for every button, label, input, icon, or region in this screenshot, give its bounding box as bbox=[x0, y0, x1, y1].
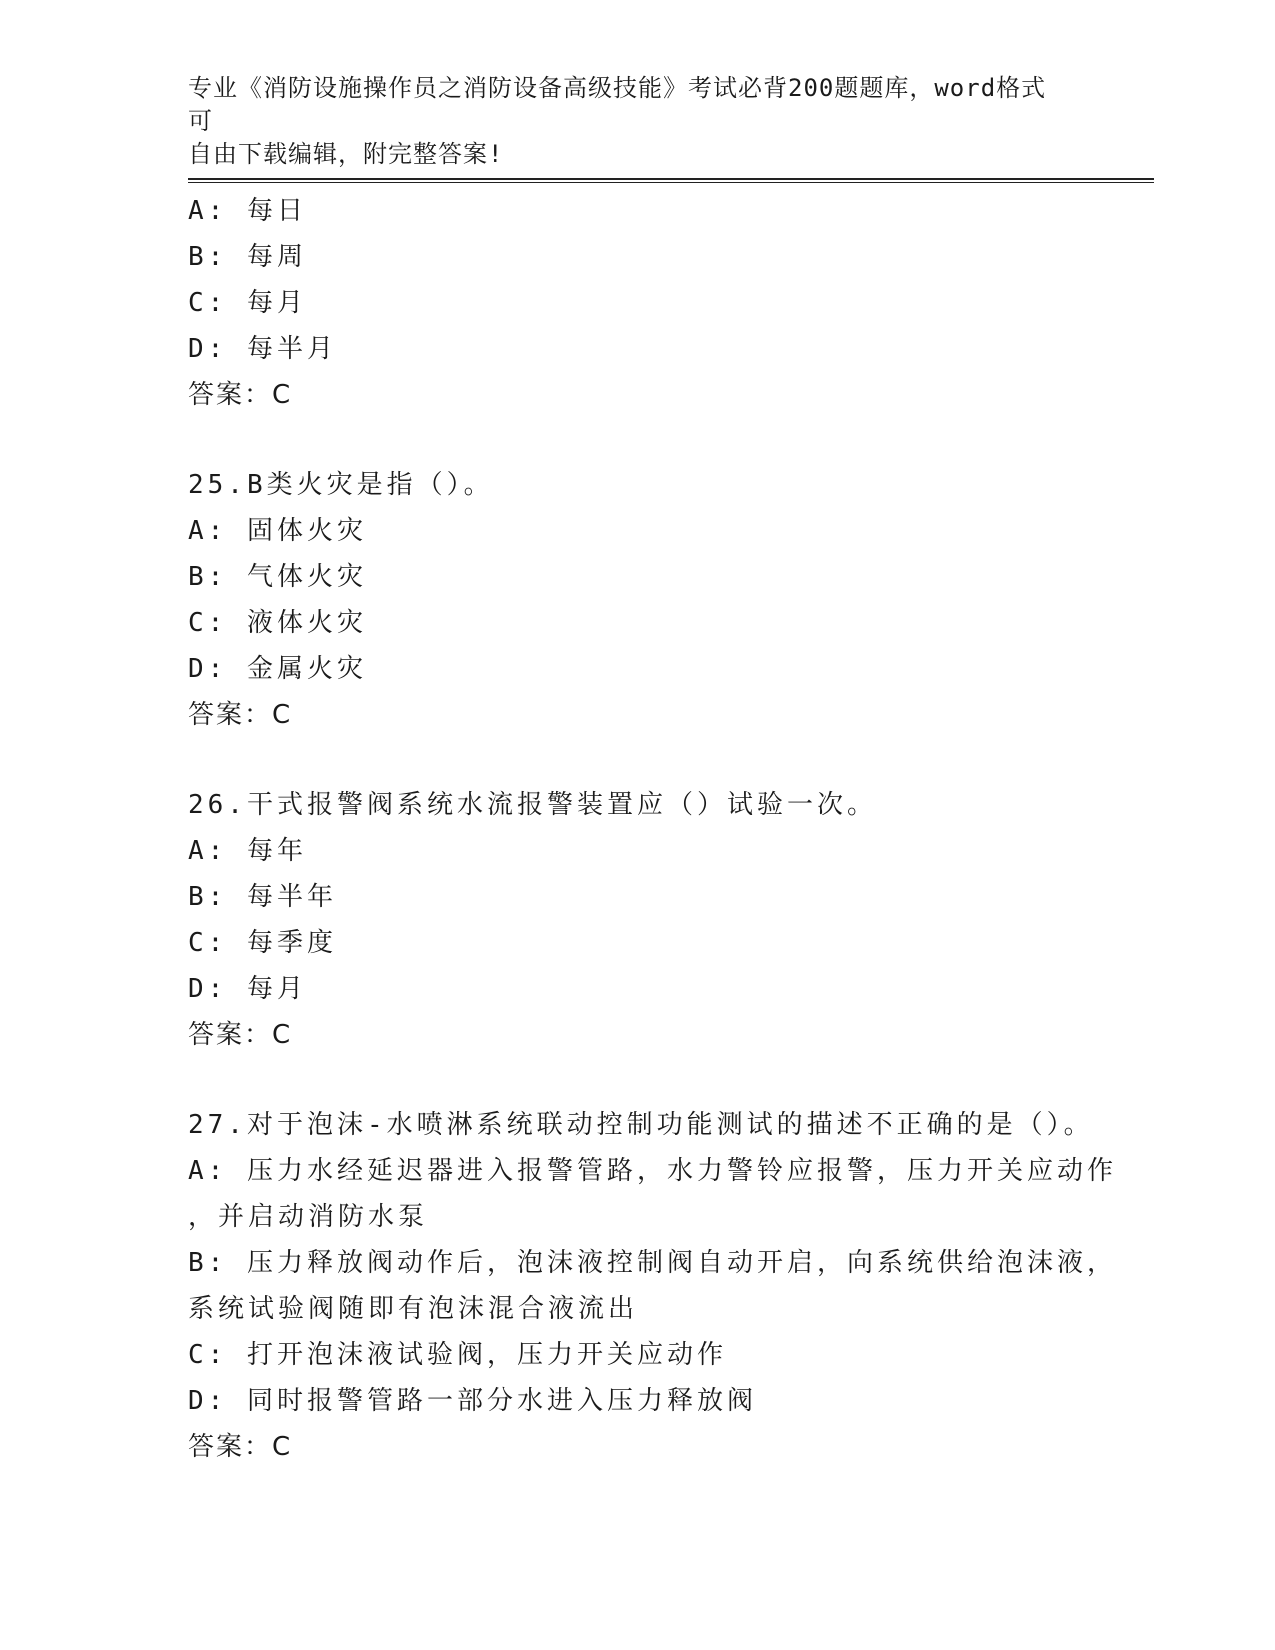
answer: 答案：C bbox=[188, 1432, 293, 1462]
option-d: D: 每月 bbox=[188, 974, 307, 1004]
question-text: 26.干式报警阀系统水流报警装置应（）试验一次。 bbox=[188, 790, 877, 820]
option-c: C: 打开泡沫液试验阀，压力开关应动作 bbox=[188, 1340, 727, 1370]
option-c: C: 每季度 bbox=[188, 928, 337, 958]
option-a-line-2: ，并启动消防水泵 bbox=[188, 1202, 429, 1232]
answer: 答案：C bbox=[188, 380, 293, 410]
question-25-block bbox=[188, 462, 1088, 738]
option-a: A: 每日 bbox=[188, 196, 307, 226]
spacer bbox=[188, 1058, 1088, 1102]
header-line-2: 自由下载编辑，附完整答案! bbox=[188, 140, 504, 168]
option-d: D: 每半月 bbox=[188, 334, 337, 364]
question-text: 27.对于泡沫-水喷淋系统联动控制功能测试的描述不正确的是（）。 bbox=[188, 1110, 1094, 1140]
document-header bbox=[188, 72, 1068, 171]
header-line-1: 专业《消防设施操作员之消防设备高级技能》考试必背200题题库，word格式可 bbox=[188, 74, 1047, 135]
question-27-block bbox=[188, 1102, 1117, 1470]
option-a: A: 固体火灾 bbox=[188, 516, 367, 546]
option-b: B: 每周 bbox=[188, 242, 307, 272]
option-a-line-1: A: 压力水经延迟器进入报警管路，水力警铃应报警，压力开关应动作 bbox=[188, 1156, 1117, 1186]
option-a: A: 每年 bbox=[188, 836, 307, 866]
answer: 答案：C bbox=[188, 1020, 293, 1050]
option-b-line-1: B: 压力释放阀动作后，泡沫液控制阀自动开启，向系统供给泡沫液， bbox=[188, 1248, 1117, 1278]
option-c: C: 液体火灾 bbox=[188, 608, 367, 638]
question-26-block bbox=[188, 782, 1088, 1058]
question-24-block bbox=[188, 188, 1088, 418]
header-divider bbox=[188, 178, 1154, 183]
option-d: D: 金属火灾 bbox=[188, 654, 367, 684]
option-c: C: 每月 bbox=[188, 288, 307, 318]
question-list bbox=[188, 188, 1117, 1470]
option-d: D: 同时报警管路一部分水进入压力释放阀 bbox=[188, 1386, 757, 1416]
answer: 答案：C bbox=[188, 700, 293, 730]
spacer bbox=[188, 738, 1088, 782]
option-b: B: 气体火灾 bbox=[188, 562, 367, 592]
option-b-line-2: 系统试验阀随即有泡沫混合液流出 bbox=[188, 1294, 639, 1324]
option-b: B: 每半年 bbox=[188, 882, 337, 912]
question-text: 25.B类火灾是指（）。 bbox=[188, 470, 494, 500]
spacer bbox=[188, 418, 1088, 462]
